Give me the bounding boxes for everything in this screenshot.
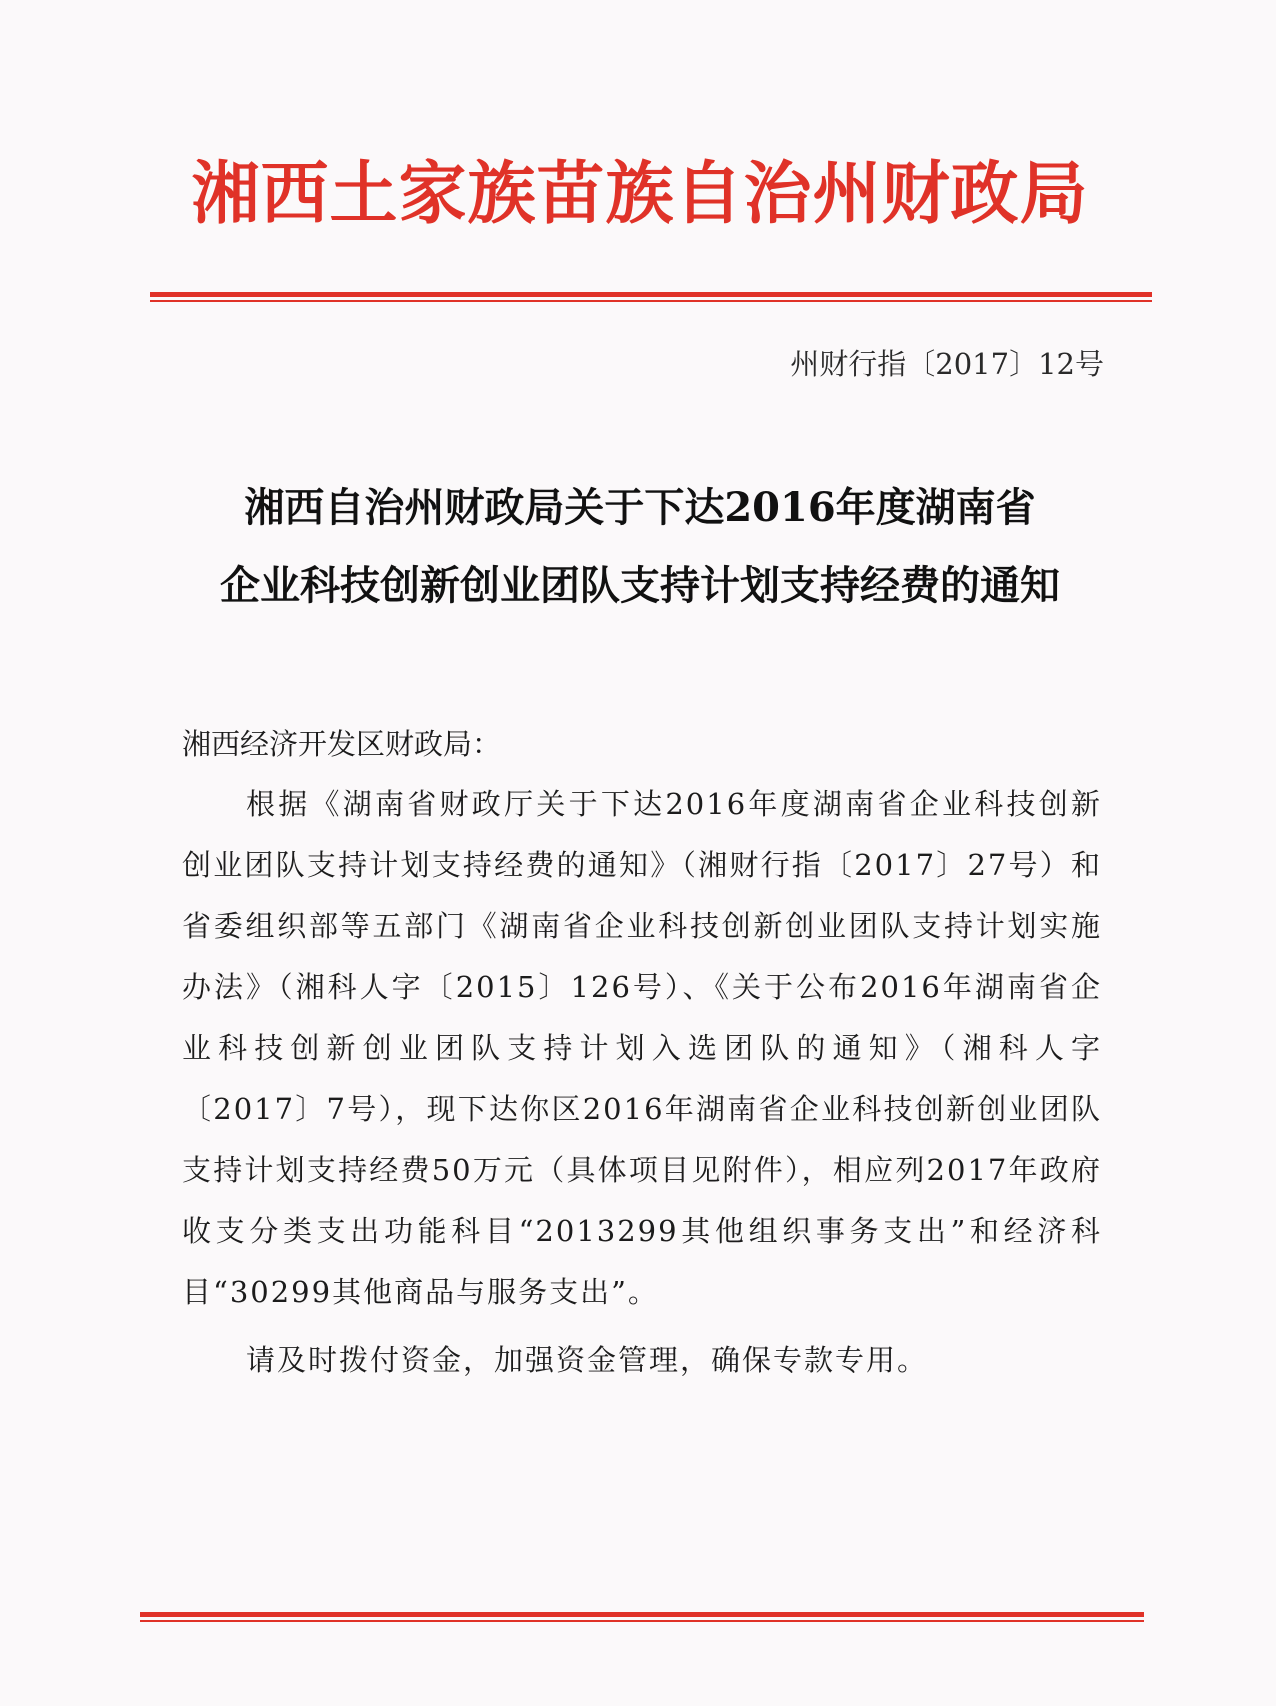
body-paragraph-1: 根据《湖南省财政厅关于下达2016年度湖南省企业科技创新创业团队支持计划支持经费的通知》（湘财行指〔2017〕27号）和省委组织部等五部门《湖南省企业科技创新创业团队支持计划实施办法》（湘科人字〔2015〕126号）、《关于公布2016年湖南省企业科技创新创业团队支持计划入选团队的通知》（湘科人字〔2017〕7号），现下达你区2016年湖南省企业科技创新创业团队支持计划支持经费50万元（具体项目见附件），相应列2017年政府收支分类支出功能科目“2013299其他组织事务支出”和经济科目“30299其他商品与服务支出”。 (182, 787, 1102, 1309)
footer-red-rule-thin (140, 1620, 1144, 1622)
footer-red-rule-thick (140, 1612, 1144, 1617)
masthead-red-rule-thin (150, 300, 1152, 302)
document-number: 州财行指〔2017〕12号 (790, 347, 1104, 381)
document-title-line-2: 企业科技创新创业团队支持计划支持经费的通知 (220, 562, 1060, 609)
addressee: 湘西经济开发区财政局： (182, 727, 502, 761)
masthead-red-rule-thick (150, 292, 1152, 297)
body-paragraph-2: 请及时拨付资金，加强资金管理，确保专款专用。 (246, 1343, 929, 1377)
masthead-title: 湘西土家族苗族自治州财政局 (191, 154, 1089, 234)
document-title-line-1: 湘西自治州财政局关于下达2016年度湖南省 (244, 484, 1036, 531)
